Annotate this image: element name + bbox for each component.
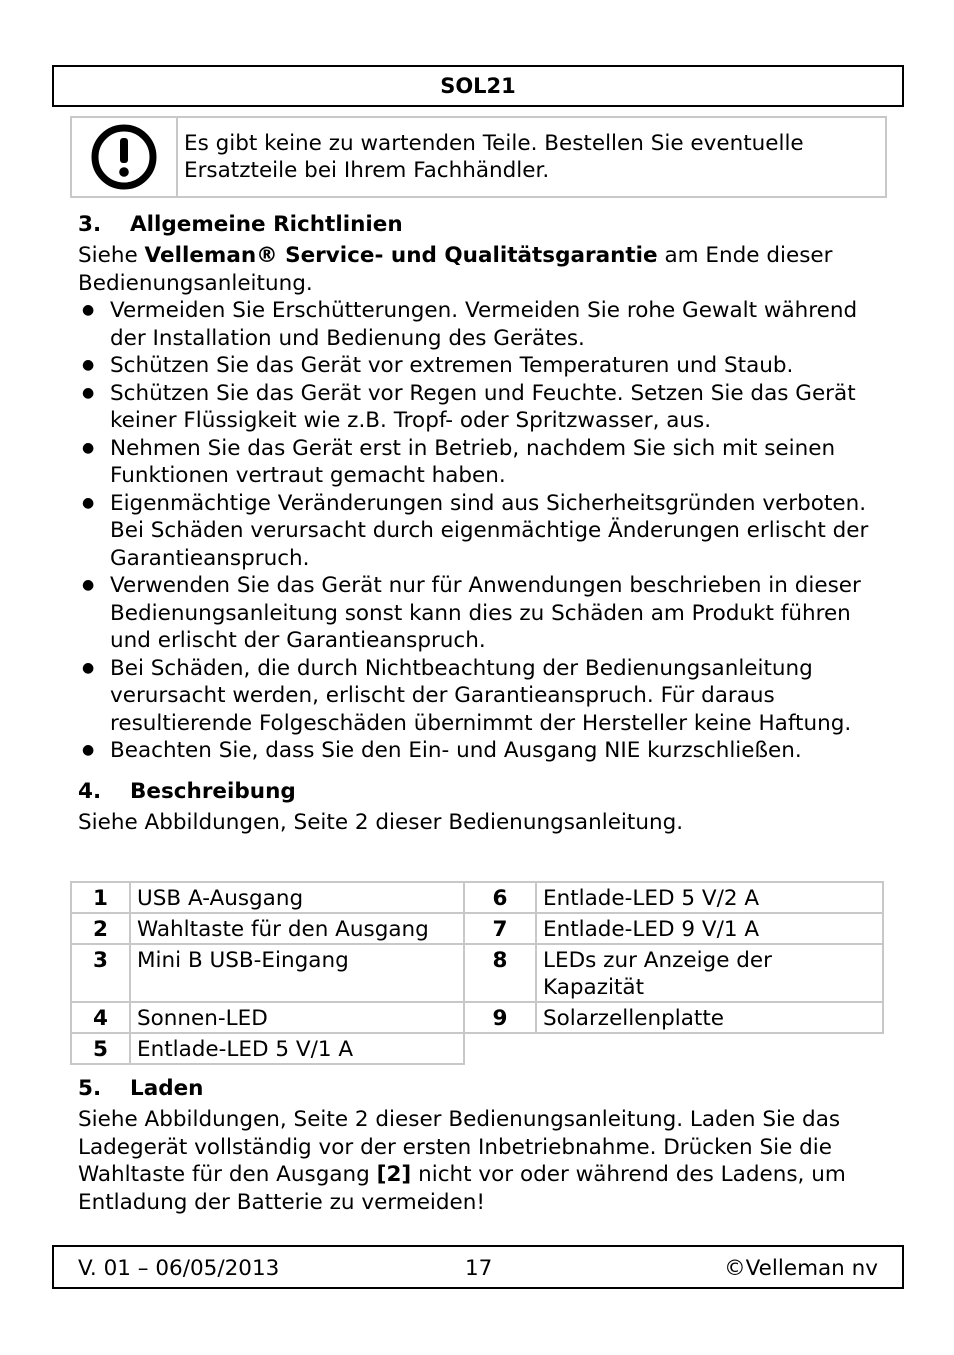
section-5-bold-ref: [2] [376, 1162, 412, 1187]
empty-cell [464, 1033, 883, 1064]
parts-table [70, 881, 884, 1065]
section-5-title: Laden [130, 1076, 204, 1101]
table-row [71, 944, 883, 1002]
list-item [78, 655, 888, 738]
part-label: Entlade-LED 9 V/1 A [536, 913, 883, 944]
part-number: 7 [464, 913, 536, 944]
section-5-heading [78, 1072, 888, 1106]
notice-box [70, 116, 887, 198]
section-4-heading [78, 775, 888, 809]
list-item-text: Beachten Sie, dass Sie den Ein- und Ausgang NIE kurzschließen. [110, 738, 802, 763]
part-number: 5 [71, 1033, 130, 1064]
page-footer [52, 1245, 904, 1289]
notice-icon-cell [72, 118, 178, 196]
list-item [78, 490, 888, 573]
section-5-number: 5. [78, 1076, 102, 1101]
list-item-text: Schützen Sie das Gerät vor Regen und Feuchte. Setzen Sie das Gerät keiner Flüssigkeit wie z.B. Tropf- oder Spritzwasser, aus. [110, 380, 856, 433]
intro-text-end: am Ende dieser Bedienungsanleitung. [78, 243, 833, 296]
exclamation-circle-icon [90, 123, 158, 191]
part-label: Solarzellenplatte [536, 1002, 883, 1033]
part-label: Sonnen-LED [130, 1002, 464, 1033]
part-number: 3 [71, 944, 130, 1002]
table-row [71, 1033, 883, 1064]
list-item [78, 572, 888, 655]
bullet-icon: ● [82, 357, 95, 373]
section-4-title: Beschreibung [130, 778, 296, 804]
list-item-text: Schützen Sie das Gerät vor extremen Temperaturen und Staub. [110, 353, 794, 378]
notice-text [178, 118, 804, 196]
table-row [71, 1002, 883, 1033]
page-content [78, 208, 888, 836]
footer-version: V. 01 – 06/05/2013 [78, 1256, 280, 1281]
bullet-icon: ● [82, 494, 95, 511]
section-4-intro: Siehe Abbildungen, Seite 2 dieser Bedienungsanleitung. [78, 809, 684, 835]
section-5-text-end: nicht vor oder während des Ladens, um Entladung der Batterie zu vermeiden! [78, 1162, 846, 1215]
list-item-text: Vermeiden Sie Erschütterungen. Vermeiden Sie rohe Gewalt während der Installation und Bedienung des Gerätes. [110, 298, 858, 351]
footer-page-number: 17 [465, 1256, 493, 1281]
part-label: Wahltaste für den Ausgang [130, 913, 464, 944]
table-row [71, 913, 883, 944]
part-number: 1 [71, 882, 130, 913]
list-item [78, 737, 888, 765]
intro-bold-text: Velleman® Service- und Qualitätsgarantie [144, 243, 658, 268]
bullet-icon: ● [82, 302, 95, 318]
section-5-text-start: Siehe Abbildungen, Seite 2 dieser Bedienungsanleitung. Laden Sie das Ladegerät vollständig vor der ersten Inbetriebnahme. Drücken Sie die Wahltaste für den Ausgang [78, 1107, 841, 1187]
page-header [52, 65, 904, 107]
list-item-text: Eigenmächtige Veränderungen sind aus Sicherheitsgründen verboten. Bei Schäden verursacht durch eigenmächtige Änderungen erlischt der Garantieanspruch. [110, 490, 869, 571]
section-5 [78, 1072, 888, 1216]
part-label: Mini B USB-Eingang [130, 944, 464, 1002]
notice-line-1: Es gibt keine zu wartenden Teile. Bestellen Sie eventuelle [184, 131, 804, 156]
part-label: USB A-Ausgang [130, 882, 464, 913]
table-row [71, 882, 883, 913]
bullet-icon: ● [82, 384, 95, 401]
list-item [78, 380, 888, 435]
guidelines-list [78, 297, 888, 765]
bullet-icon: ● [82, 577, 95, 593]
intro-text: Siehe [78, 243, 145, 268]
list-item-text: Verwenden Sie das Gerät nur für Anwendungen beschrieben in dieser Bedienungsanleitung sonst kann dies zu Schäden am Produkt führen und erlischt der Garantieanspruch. [110, 573, 861, 653]
part-number: 4 [71, 1002, 130, 1033]
list-item [78, 435, 888, 490]
bullet-icon: ● [82, 439, 95, 456]
section-3-number: 3. [78, 212, 102, 237]
list-item [78, 352, 888, 380]
part-label: Entlade-LED 5 V/1 A [130, 1033, 464, 1064]
section-3-heading [78, 208, 888, 242]
section-3-intro [78, 242, 888, 297]
list-item [78, 297, 888, 352]
bullet-icon: ● [82, 742, 95, 758]
section-5-text [78, 1106, 888, 1216]
section-4-number: 4. [78, 778, 102, 804]
document-title: SOL21 [440, 74, 516, 98]
list-item-text: Nehmen Sie das Gerät erst in Betrieb, nachdem Sie sich mit seinen Funktionen vertraut gemacht haben. [110, 435, 836, 488]
bullet-icon: ● [82, 659, 95, 676]
footer-copyright: ©Velleman nv [724, 1256, 878, 1281]
section-3-title: Allgemeine Richtlinien [130, 212, 403, 237]
part-number: 8 [464, 944, 536, 1002]
list-item-text: Bei Schäden, die durch Nichtbeachtung der Bedienungsanleitung verursacht werden, erlischt der Garantieanspruch. Für daraus resultierende Folgeschäden übernimmt der Hersteller keine Haftung. [110, 655, 852, 736]
notice-line-2: Ersatzteile bei Ihrem Fachhändler. [184, 158, 550, 183]
part-number: 6 [464, 882, 536, 913]
part-label: Entlade-LED 5 V/2 A [536, 882, 883, 913]
part-number: 9 [464, 1002, 536, 1033]
part-label: LEDs zur Anzeige der Kapazität [536, 944, 883, 1002]
part-number: 2 [71, 913, 130, 944]
